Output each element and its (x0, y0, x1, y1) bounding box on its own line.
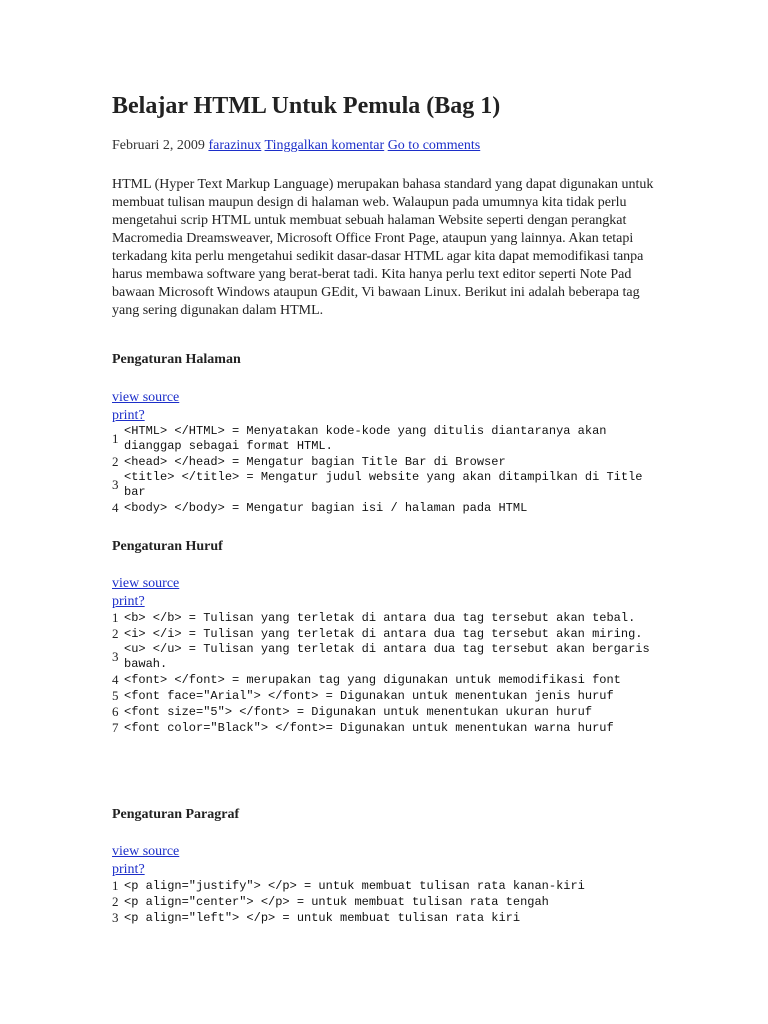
code-tools-paragraf (112, 843, 179, 879)
view-source-link[interactable]: view source (112, 576, 180, 591)
go-to-comments-link[interactable]: Go to comments (387, 138, 481, 153)
code-text: <p align="left"> </p> = untuk membuat tulisan rata kiri (124, 910, 521, 925)
code-block-huruf (112, 610, 657, 736)
code-line (112, 894, 652, 910)
code-line (112, 454, 652, 470)
section-title-huruf: Pengaturan Huruf (112, 539, 223, 554)
code-text: <b> </b> = Tulisan yang terletak di antara dua tag tersebut akan tebal. (124, 610, 636, 625)
code-text: <font> </font> = merupakan tag yang digunakan untuk memodifikasi font (124, 672, 621, 687)
code-line (112, 878, 652, 894)
code-line (112, 500, 652, 516)
code-line (112, 910, 652, 926)
code-text: <font size="5"> </font> = Digunakan untuk menentukan ukuran huruf (124, 704, 593, 719)
code-line (112, 610, 652, 626)
code-line (112, 704, 652, 720)
section-title-halaman: Pengaturan Halaman (112, 352, 241, 367)
view-source-link[interactable]: view source (112, 390, 180, 405)
code-line (112, 688, 652, 704)
line-number: 1 (112, 610, 119, 625)
line-number: 2 (112, 626, 119, 641)
code-block-halaman (112, 424, 652, 516)
post-date: Februari 2, 2009 (112, 138, 205, 153)
code-text: <p align="justify"> </p> = untuk membuat tulisan rata kanan-kiri (124, 878, 585, 893)
line-number: 1 (112, 878, 119, 893)
code-text: <body> </body> = Mengatur bagian isi / halaman pada HTML (124, 500, 528, 515)
code-line (112, 470, 652, 500)
line-number: 5 (112, 688, 119, 703)
line-number: 3 (112, 477, 119, 492)
print-link[interactable]: print? (112, 408, 145, 423)
line-number: 2 (112, 454, 119, 469)
line-number: 7 (112, 720, 119, 735)
code-line (112, 672, 652, 688)
code-block-paragraf (112, 878, 652, 926)
code-line (112, 642, 657, 672)
view-source-link[interactable]: view source (112, 844, 180, 859)
code-text: <p align="center"> </p> = untuk membuat tulisan rata tengah (124, 894, 549, 909)
code-tools-halaman (112, 389, 179, 425)
line-number: 2 (112, 894, 119, 909)
leave-comment-link[interactable]: Tinggalkan komentar (264, 138, 385, 153)
line-number: 4 (112, 672, 119, 687)
line-number: 4 (112, 500, 119, 515)
code-text: <i> </i> = Tulisan yang terletak di antara dua tag tersebut akan miring. (124, 626, 643, 641)
line-number: 3 (112, 910, 119, 925)
line-number: 1 (112, 431, 119, 446)
code-line (112, 424, 652, 454)
intro-paragraph: HTML (Hyper Text Markup Language) merupakan bahasa standard yang dapat digunakan untuk membuat tulisan maupun design di halaman web. Walaupun pada umumnya kita tidak perlu mengetahui scrip HTML untuk membuat sebuah halaman Website seperti dengan perangkat Macromedia Dreamsweaver, Microsoft Office Front Page, ataupun yang lainnya. Akan tetapi terkadang kita perlu mengetahui sedikit dasar-dasar HTML agar kita dapat memodifikasi tanpa harus membawa software yang berat-berat tadi. Kita hanya perlu text editor seperti Note Pad bawaan Microsoft Windows ataupun GEdit, Vi bawaan Linux. Berikut ini adalah beberapa tag yang sering digunakan dalam HTML. (112, 177, 654, 318)
post-title: Belajar HTML Untuk Pemula (Bag 1) (112, 93, 501, 119)
code-text: <head> </head> = Mengatur bagian Title Bar di Browser (124, 454, 506, 469)
section-title-paragraf: Pengaturan Paragraf (112, 807, 240, 822)
code-text: <HTML> </HTML> = Menyatakan kode-kode yang ditulis diantaranya akan dianggap sebagai format HTML. (124, 424, 614, 453)
code-tools-huruf (112, 575, 179, 611)
print-link[interactable]: print? (112, 862, 145, 877)
code-text: <font color="Black"> </font>= Digunakan untuk menentukan warna huruf (124, 720, 614, 735)
print-link[interactable]: print? (112, 594, 145, 609)
code-line (112, 720, 652, 736)
code-text: <font face="Arial"> </font> = Digunakan untuk menentukan jenis huruf (124, 688, 614, 703)
code-text: <u> </u> = Tulisan yang terletak di antara dua tag tersebut akan bergaris bawah. (124, 642, 657, 671)
author-link[interactable]: farazinux (208, 138, 262, 153)
line-number: 3 (112, 649, 119, 664)
post-meta (112, 138, 480, 154)
code-text: <title> </title> = Mengatur judul website yang akan ditampilkan di Title bar (124, 470, 650, 499)
line-number: 6 (112, 704, 119, 719)
code-line (112, 626, 652, 642)
